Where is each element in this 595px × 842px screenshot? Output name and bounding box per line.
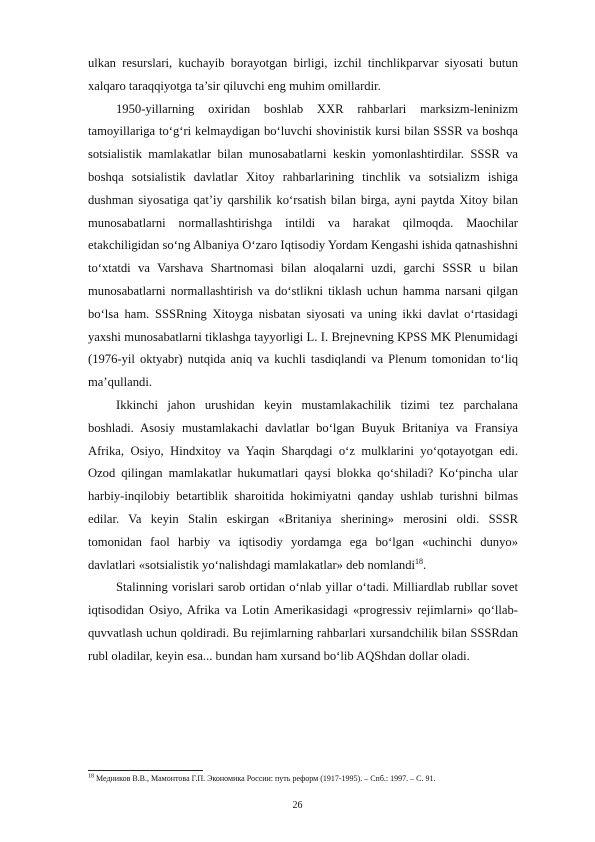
paragraph-3-text: Ikkinchi jahon urushidan keyin mustamlakachilik tizimi tez parchalana boshladi. Asosiy mustamlakachi davlatlar bo‘lgan Buyuk Britaniya va Fransiya Afrika, Osiyo, Hindxitoy va Yaqin Sharqdagi o‘z mulklarini yo‘qotayotgan edi. Ozod qilingan mamlakatlar hukumatlari qaysi blokka qo‘shiladi? Ko‘pincha ular harbiy-inqilobiy betartiblik sharoitida hokimiyatni qanday ushlab turishni bilmas edilar. Va keyin Stalin eskirgan «Britaniya sherining» merosini oldi. SSSR tomonidan faol harbiy va iqtisodiy yordamga ega bo‘lgan «uchinchi dunyo» davlatlari «sotsialistik yo‘nalishdagi mamlakatlar» deb nomlandi [88, 397, 518, 572]
paragraph-2: 1950-yillarning oxiridan boshlab XXR rahbarlari marksizm-leninizm tamoyillariga to‘g‘ri kelmaydigan bo‘luvchi shovinistik kursi bilan SSSR va boshqa sotsialistik mamlakatlar bilan munosabatlarni keskin yomonlashtirdilar. SSSR va boshqa sotsialistik davlatlar Xitoy rahbarlarining tinchlik va sotsializm ishiga dushman siyosatiga qat’iy qarshilik ko‘rsatish bilan birga, ayni paytda Xitoy bilan munosabatlarni normallashtirishga intildi va harakat qilmoqda. Maochilar etakchiligidan so‘ng Albaniya O‘zaro Iqtisodiy Yordam Kengashi ishida qatnashishni to‘xtatdi va Varshava Shartnomasi bilan aloqalarni uzdi, garchi SSSR u bilan munosabatlarni normallashtirish va do‘stlikni tiklash uchun hamma narsani qilgan bo‘lsa ham. SSSRning Xitoyga nisbatan siyosati va uning ikki davlat o‘rtasidagi yaxshi munosabatlarni tiklashga tayyorligi L. I. Brejnevning KPSS MK Plenumidagi (1976-yil oktyabr) nutqida aniq va kuchli tasdiqlandi va Plenum tomonidan to‘liq ma’qullandi. [88, 101, 518, 390]
footnote-reference[interactable]: 18 [415, 556, 424, 566]
paragraph-3-tail: . [423, 557, 427, 572]
footnote-text: Медников В.В., Мамонтова Г.П. Экономика России: путь реформ (1917-1995). – Спб.: 1997. – С. 91. [94, 774, 436, 783]
footnote [88, 774, 528, 784]
page-body [88, 52, 518, 668]
paragraph-3 [88, 394, 518, 576]
page-number: 26 [292, 800, 303, 811]
paragraph-1: ulkan resurslari, kuchayib borayotgan birligi, izchil tinchlikparvar siyosati butun xalqaro taraqqiyotga ta’sir qiluvchi eng muhim omillardir. [88, 56, 518, 93]
footnote-divider [88, 770, 203, 771]
footnote-number: 18 [88, 773, 94, 780]
paragraph-4: Stalinning vorislari sarob ortidan o‘nlab yillar o‘tadi. Milliardlab rubllar sovet iqtisodidan Osiyo, Afrika va Lotin Amerikasidagi «progressiv rejimlarni» qo‘llab-quvvatlash uchun qoldiradi. Bu rejimlarning rahbarlari xursandchilik bilan SSSRdan rubl oladilar, keyin esa... bundan ham xursand bo‘lib AQShdan dollar oladi. [88, 580, 518, 663]
